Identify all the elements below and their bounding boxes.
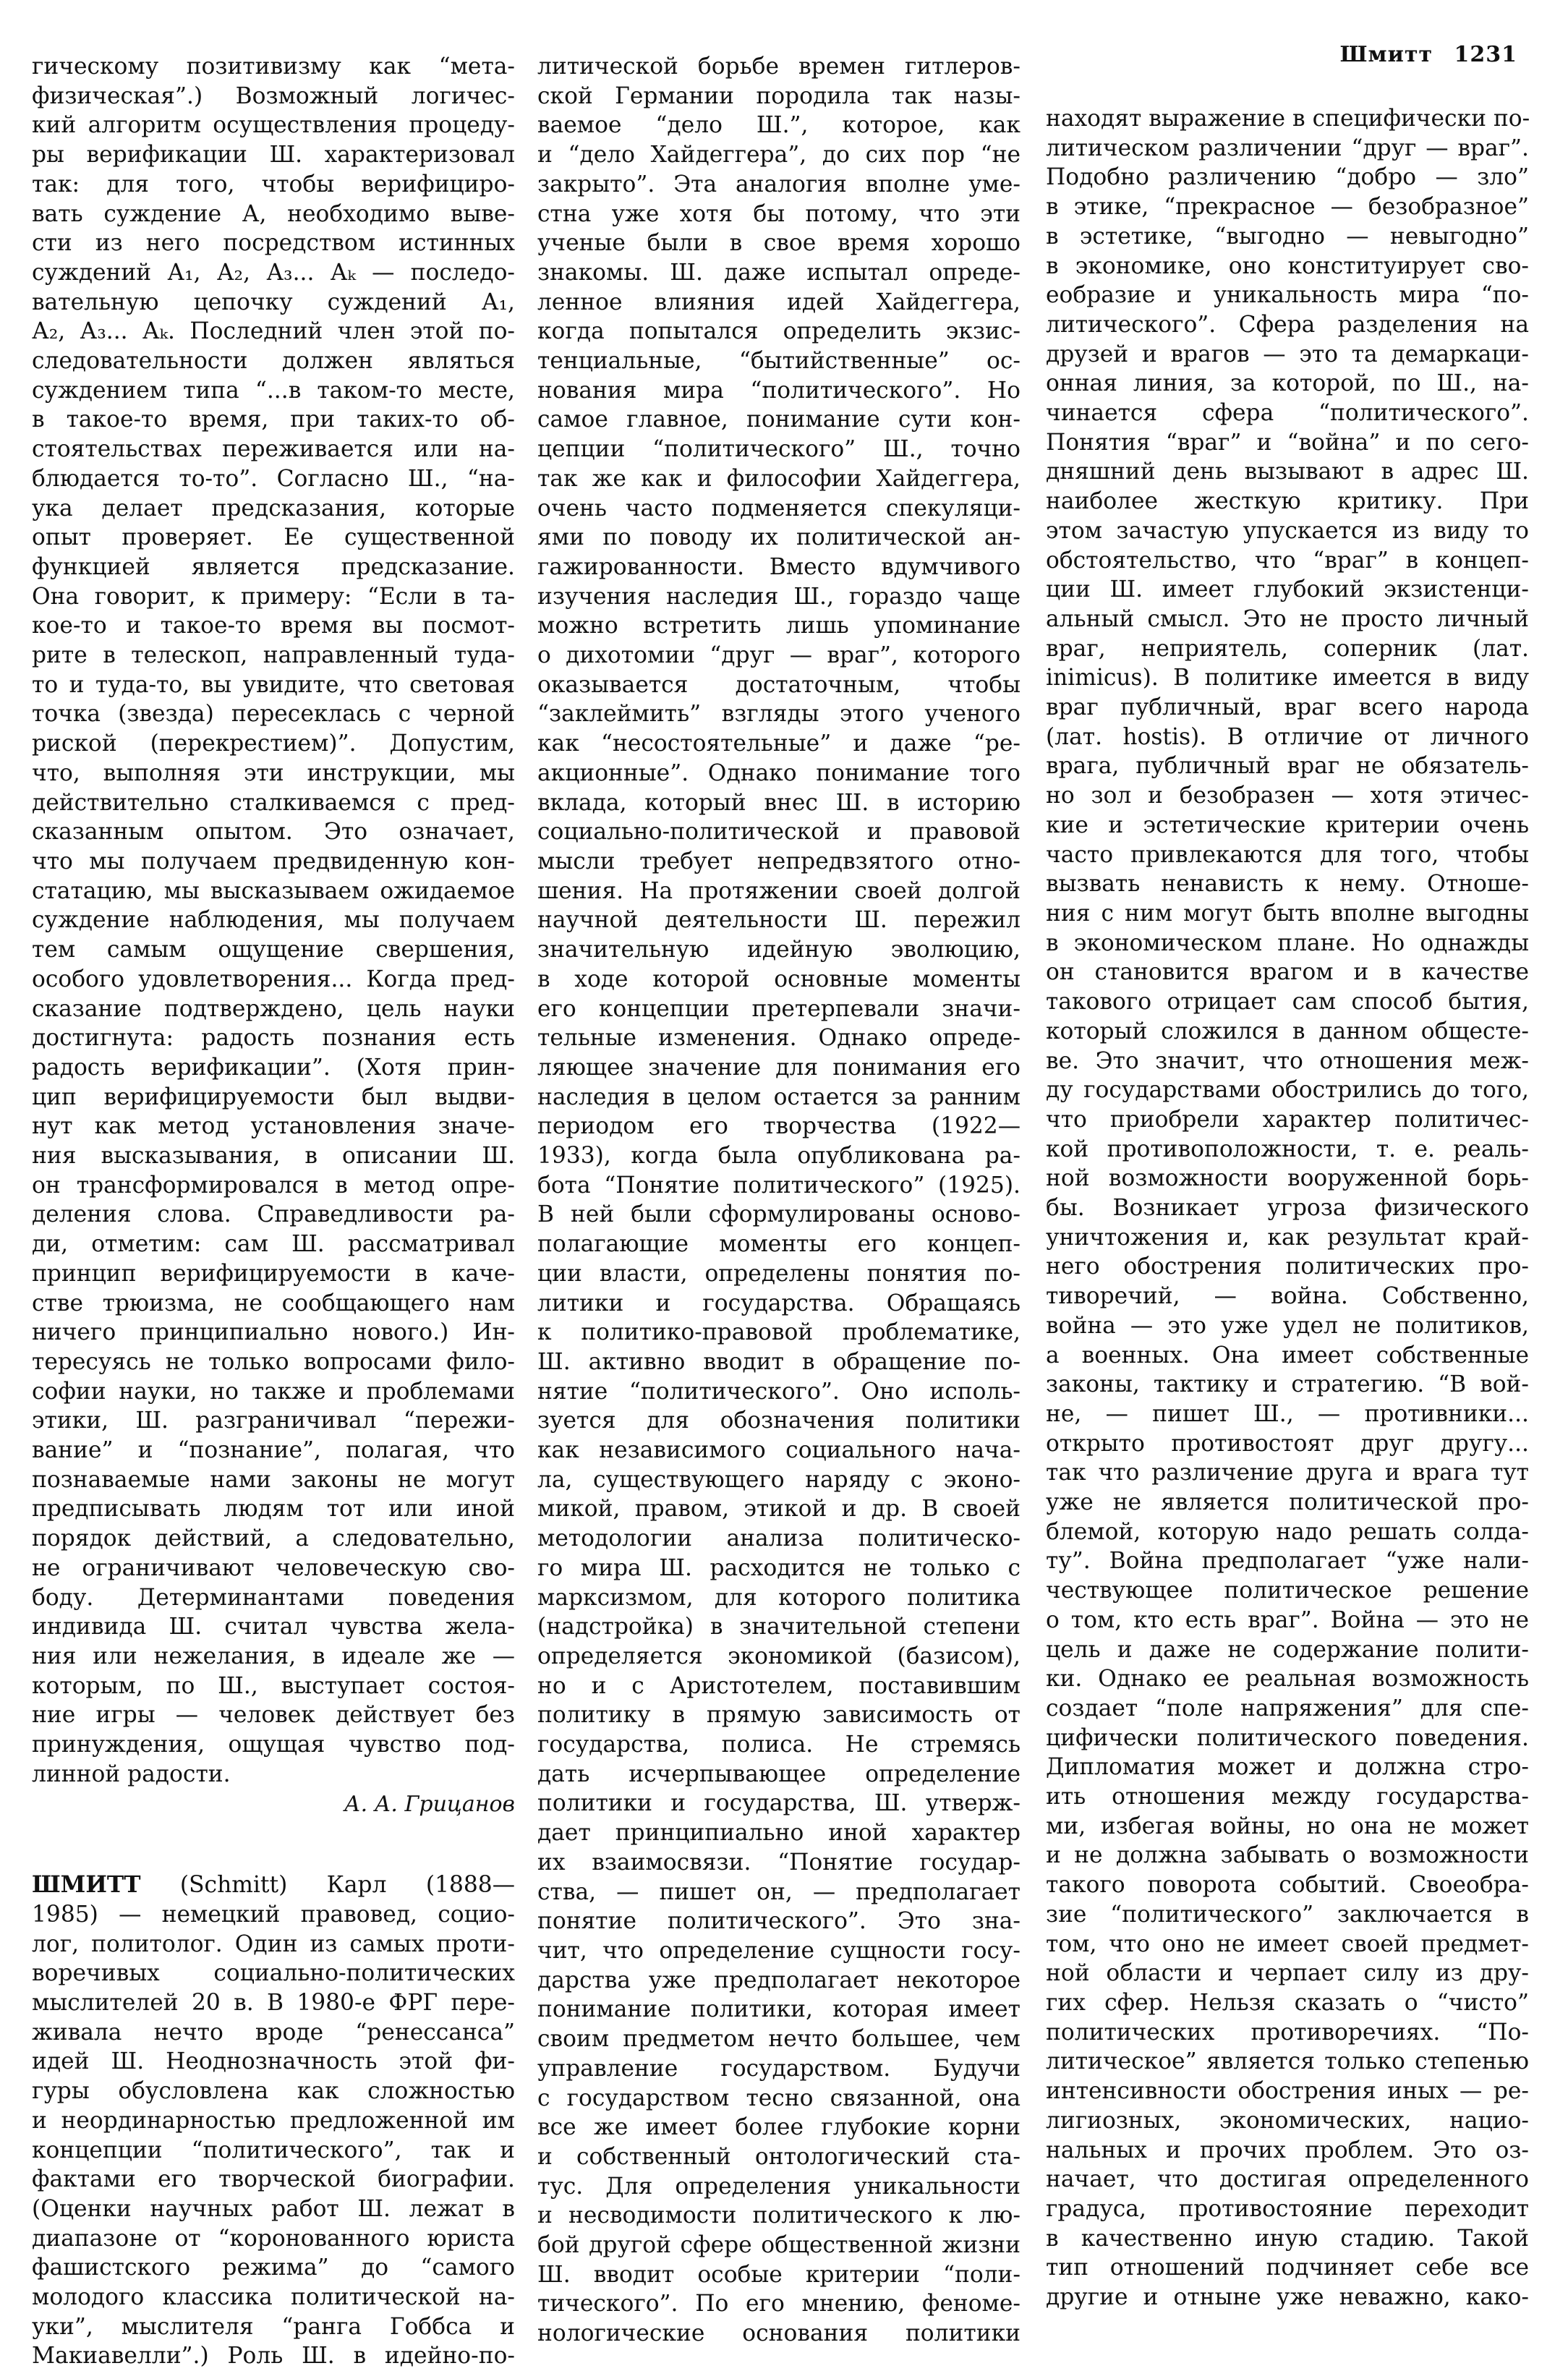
text-line: интенсивности обострения иных — ре- [1046, 2078, 1529, 2105]
text-line: ние игры — человек действует без [32, 1702, 515, 1729]
text-line: начает, что достигая определенного [1046, 2166, 1529, 2193]
text-column-3 [1046, 104, 1529, 2312]
text-line: своим предметом нечто большее, чем [537, 2026, 1021, 2053]
text-line: ученые были в свое время хорошо [537, 230, 1021, 257]
text-line: Дипломатия может и должна стро- [1046, 1754, 1529, 1781]
text-line: но зол и безобразен — хотя этичес- [1046, 783, 1529, 809]
text-line: их взаимосвязи. “Понятие государ- [537, 1849, 1021, 1876]
text-line: Понятия “враг” и “война” и по сего- [1046, 429, 1529, 456]
text-line: и собственный онтологический ста- [537, 2143, 1021, 2170]
text-line: бота “Понятие политического” (1925). [537, 1172, 1021, 1199]
text-line: градуса, противостояние переходит [1046, 2195, 1529, 2222]
text-line: изучения наследия Ш., гораздо чаще [537, 583, 1021, 610]
text-line: не, — пишет Ш., — противники... [1046, 1400, 1529, 1427]
text-line: сти из него посредством истинных [32, 230, 515, 257]
text-line: полагающие моменты его концеп- [537, 1231, 1021, 1258]
text-line: физическая”.) Возможный логичес- [32, 82, 515, 109]
text-line: (лат. hostis). В отличие от личного [1046, 723, 1529, 750]
text-line: литической борьбе времен гитлеров- [537, 54, 1021, 80]
text-line: находят выражение в специфически по- [1046, 106, 1530, 132]
text-line: кой противоположности, т. е. реаль- [1046, 1136, 1529, 1162]
text-line: политики и государства, Ш. утверж- [537, 1790, 1021, 1817]
text-line: который сложился в данном общесте- [1046, 1018, 1529, 1044]
text-line: точка (звезда) пересеклась с черной [32, 701, 515, 728]
text-line: так что различение друга и врага тут [1046, 1460, 1529, 1486]
text-line: политику в прямую зависимость от [537, 1702, 1021, 1729]
text-line: тического”. По его мнению, феноме- [537, 2291, 1021, 2317]
text-line: принцип верифицируемости в каче- [32, 1260, 515, 1287]
text-line: лигиозных, экономических, нацио- [1046, 2107, 1529, 2134]
text-line: ляющее значение для понимания его [537, 1054, 1021, 1081]
text-line: с государством тесно связанной, она [537, 2085, 1021, 2111]
text-line: гажированности. Вместо вдумчивого [537, 553, 1021, 580]
text-line: деления слова. Справедливости ра- [32, 1201, 515, 1228]
text-line: статацию, мы высказываем ожидаемое [32, 877, 515, 904]
text-line: друзей и врагов — это та демаркаци- [1046, 341, 1529, 367]
text-line: ния или нежелания, в идеале же — [32, 1643, 515, 1669]
text-line: цель и даже не содержание полити- [1046, 1636, 1529, 1663]
text-line: к политико-правовой проблематике, [537, 1319, 1021, 1346]
text-line: софии науки, но также и проблемами [32, 1378, 515, 1405]
text-line: о том, кто есть враг”. Война — это не [1046, 1606, 1529, 1633]
text-line: стна уже хотя бы потому, что эти [537, 200, 1021, 227]
text-line: ки. Однако ее реальная возможность [1046, 1666, 1529, 1693]
text-line: и не должна забывать о возможности [1046, 1842, 1529, 1869]
text-line: когда попытался определить экзис- [537, 318, 1021, 345]
text-line: открыто противостоят друг другу... [1046, 1430, 1529, 1457]
text-line: следовательности должен являться [32, 348, 515, 375]
text-line: живала нечто вроде “ренессанса” [32, 2019, 515, 2046]
text-line: нут как метод установления значе- [32, 1113, 515, 1140]
text-line: такого поворота событий. Своеобра- [1046, 1872, 1529, 1899]
text-line: ла, существующего наряду с эконо- [537, 1466, 1021, 1493]
text-line: ния с ним могут быть вполне выгодны [1046, 900, 1529, 927]
text-line: стве трюизма, не сообщающего нам [32, 1290, 515, 1316]
text-line: литическое” является только степенью [1046, 2048, 1529, 2075]
text-line: 1985) — немецкий правовед, социо- [32, 1901, 515, 1928]
text-line: ить отношения между государства- [1046, 1784, 1529, 1810]
text-line: лог, политолог. Один из самых проти- [32, 1931, 515, 1957]
text-line: наследия в целом остается за ранним [537, 1084, 1021, 1110]
text-line: цепции “политического” Ш., точно [537, 436, 1021, 463]
text-line: дать исчерпывающее определение [537, 1761, 1021, 1787]
article-schmitt-start [32, 1900, 515, 2371]
text-line: Подобно различению “добро — зло” [1046, 164, 1529, 191]
text-line: ука делает предсказания, которые [32, 495, 515, 522]
running-head [1340, 42, 1517, 67]
text-line: в этике, “прекрасное — безобразное” [1046, 194, 1529, 221]
text-line: фашистского режима” до “самого [32, 2255, 515, 2281]
text-line: ленное влияния идей Хайдеггера, [537, 289, 1021, 315]
text-line: дает принципиально иной характер [537, 1820, 1021, 1847]
text-line: тус. Для определения уникальности [537, 2173, 1021, 2200]
text-line: блемой, которую надо решать солда- [1046, 1518, 1529, 1545]
text-line: действительно сталкиваемся с пред- [32, 789, 515, 816]
text-line: ской Германии породила так назы- [537, 82, 1021, 109]
text-line: периодом его творчества (1922— [537, 1113, 1021, 1140]
text-line: он становится врагом и в качестве [1046, 959, 1529, 986]
text-line: нологические основания политики [537, 2320, 1021, 2347]
text-line: предписывать людям тот или иной [32, 1496, 515, 1523]
text-line: вызвать ненависть к нему. Отноше- [1046, 871, 1529, 898]
text-line: а военных. Она имеет собственные [1046, 1342, 1529, 1368]
text-line: концепции “политического”, так и [32, 2137, 515, 2163]
text-line: ту”. Война предполагает “уже нали- [1046, 1548, 1529, 1575]
text-line: часто привлекаются для того, чтобы [1046, 841, 1529, 868]
text-line: принуждения, ощущая чувство под- [32, 1732, 515, 1758]
text-line: социально-политической и правовой [537, 819, 1021, 846]
text-line: вательную цепочку суждений А₁, [32, 289, 515, 315]
text-line: (надстройка) в значительной степени [537, 1614, 1021, 1640]
text-line: достигнута: радость познания есть [32, 1025, 515, 1052]
text-line: создает “поле напряжения” для спе- [1046, 1695, 1529, 1721]
text-line: Ш. активно вводит в обращение по- [537, 1348, 1021, 1375]
text-line: можно встретить лишь упоминание [537, 613, 1021, 639]
text-line: ду государствами обострились до того, [1046, 1077, 1529, 1104]
text-line: значительную идейную эволюцию, [537, 937, 1021, 963]
text-line: самое главное, понимание сути кон- [537, 406, 1021, 433]
text-line: ми, избегая войны, но она не может [1046, 1813, 1529, 1839]
text-line: так: для того, чтобы верифициро- [32, 171, 515, 197]
text-line: ничего принципиально нового.) Ин- [32, 1319, 515, 1346]
text-line: ния высказывания, в описании Ш. [32, 1143, 515, 1170]
text-line: дарства уже предполагает некоторое [537, 1967, 1021, 1993]
text-line: ции Ш. имеет глубокий экзистенци- [1046, 576, 1529, 603]
text-line: тенциальные, “бытийственные” ос- [537, 348, 1021, 375]
text-line: ве. Это значит, что отношения меж- [1046, 1047, 1529, 1074]
text-line: кие и эстетические критерии очень [1046, 812, 1529, 838]
text-line: научной деятельности Ш. пережил [537, 907, 1021, 934]
text-line: онная линия, за которой, по Ш., на- [1046, 370, 1529, 397]
text-line: тересуясь не только вопросами фило- [32, 1348, 515, 1375]
text-line: что приобрели характер политичес- [1046, 1106, 1529, 1133]
text-line: сказание подтверждено, цель науки [32, 995, 515, 1022]
entry-headword: ШМИТТ [32, 1872, 141, 1899]
text-line: цип верифицируемости был выдви- [32, 1084, 515, 1110]
text-line: но и с Аристотелем, поставившим [537, 1672, 1021, 1699]
text-line: “заклеймить” взгляды этого ученого [537, 701, 1021, 728]
text-line: гическому позитивизму как “мета- [32, 54, 515, 80]
article-verification-end [32, 52, 515, 1789]
text-line: В ней были сформулированы осново- [537, 1201, 1021, 1228]
text-line: которым, по Ш., выступает состоя- [32, 1672, 515, 1699]
text-line: уничтожения и, как результат край- [1046, 1224, 1529, 1251]
text-line: воречивых социально-политических [32, 1960, 515, 1987]
text-line: бой другой сфере общественной жизни [537, 2232, 1021, 2259]
text-line: закрыто”. Эта аналогия вполне уме- [537, 171, 1021, 197]
text-line: государства, полиса. Не стремясь [537, 1732, 1021, 1758]
text-line: что мы получаем предвиденную кон- [32, 848, 515, 874]
text-line: война — это уже удел не политиков, [1046, 1312, 1529, 1339]
text-line: еобразие и уникальность мира “по- [1046, 282, 1529, 309]
text-line: сказанным опытом. Это означает, [32, 819, 515, 846]
text-line: политических противоречиях. “По- [1046, 2019, 1529, 2046]
text-line: акционные”. Однако понимание того [537, 759, 1021, 786]
text-line: ной возможности вооруженной борь- [1046, 1165, 1529, 1192]
text-line: так же как и философии Хайдеггера, [537, 465, 1021, 492]
text-line: чествующее политическое решение [1046, 1578, 1529, 1604]
text-line: наиболее жесткую критику. При [1046, 488, 1529, 515]
text-line: другие и отныне уже неважно, како- [1046, 2284, 1529, 2311]
text-line: этики, Ш. разграничивал “пережи- [32, 1408, 515, 1434]
text-line: что, выполняя эти инструкции, мы [32, 759, 515, 786]
text-line: и неординарностью предложенной им [32, 2107, 515, 2134]
entry-first-line-rest: (Schmitt) Карл (1888— [179, 1872, 516, 1899]
text-line: идей Ш. Неоднозначность этой фи- [32, 2048, 515, 2075]
text-line: бы. Возникает угроза физического [1046, 1195, 1529, 1222]
text-line: Ш. вводит особые критерии “поли- [537, 2261, 1021, 2288]
text-line: кое-то и такое-то время вы посмот- [32, 613, 515, 639]
text-line: в эстетике, “выгодно — невыгодно” [1046, 223, 1529, 250]
text-line: молодого классика политической на- [32, 2284, 515, 2311]
text-line: кий алгоритм осуществления процеду- [32, 112, 515, 139]
header-title: Шмитт [1339, 42, 1433, 67]
text-line: враг публичный, враг всего народа [1046, 694, 1529, 721]
text-line: в качественно иную стадию. Такой [1046, 2225, 1529, 2252]
text-line: не ограничивают человеческую сво- [32, 1554, 515, 1581]
text-line: риской (перекрестием)”. Допустим, [32, 731, 515, 757]
text-line: том, что оно не имеет своей предмет- [1046, 1931, 1529, 1957]
text-line: мысли требует непредвзятого отно- [537, 848, 1021, 874]
text-line: ди, отметим: сам Ш. рассматривал [32, 1231, 515, 1258]
entry-first-line [32, 1870, 515, 1900]
text-line: такового отрицает сам способ бытия, [1046, 989, 1529, 1016]
text-line: нальных и прочих проблем. Это оз- [1046, 2137, 1529, 2163]
text-column-2 [537, 52, 1021, 2349]
text-line: тиворечий, — война. Собственно, [1046, 1283, 1529, 1310]
text-line: микой, правом, этикой и др. В своей [537, 1496, 1021, 1523]
text-line: индивида Ш. считал чувства жела- [32, 1614, 515, 1640]
text-line: ваемое “дело Ш.”, которое, как [537, 112, 1021, 139]
text-line: о дихотомии “друг — враг”, которого [537, 642, 1021, 669]
text-line: зие “политического” заключается в [1046, 1901, 1529, 1928]
text-line: шения. На протяжении своей долгой [537, 877, 1021, 904]
text-line: зуется для обозначения политики [537, 1408, 1021, 1434]
text-line: понятие политического”. Это зна- [537, 1908, 1021, 1935]
text-line: тип отношений подчиняет себе все [1046, 2255, 1529, 2281]
text-line: боду. Детерминантами поведения [32, 1584, 515, 1611]
text-line: рите в телескоп, направленный туда- [32, 642, 515, 669]
text-line: как независимого социального нача- [537, 1437, 1021, 1464]
text-line: законы, тактику и стратегию. “В вой- [1046, 1371, 1529, 1398]
text-line: этом зачастую упускается из виду то [1046, 517, 1529, 544]
text-line: ства, — пишет он, — предполагает [537, 1878, 1021, 1905]
text-line: он трансформировался в метод опре- [32, 1172, 515, 1199]
text-line: го мира Ш. расходится не только с [537, 1554, 1021, 1581]
text-line: альный смысл. Это не просто личный [1046, 605, 1529, 632]
text-line: вать суждение А, необходимо выве- [32, 200, 515, 227]
text-line: литики и государства. Обращаясь [537, 1290, 1021, 1316]
text-line: нования мира “политического”. Но [537, 377, 1021, 404]
text-line: дняшний день вызывают в адрес Ш. [1046, 459, 1529, 485]
text-line: очень часто подменяется спекуляци- [537, 495, 1021, 522]
text-line: то и туда-то, вы увидите, что световая [32, 671, 515, 698]
text-line: знакомы. Ш. даже испытал опреде- [537, 259, 1021, 286]
text-line: гуры обусловлена как сложностью [32, 2078, 515, 2105]
text-line: суждением типа “...в таком-то месте, [32, 377, 515, 404]
text-line: радость верификации”. (Хотя прин- [32, 1054, 515, 1081]
text-line: тельные изменения. Однако опреде- [537, 1025, 1021, 1052]
text-line: нятие “политического”. Оно исполь- [537, 1378, 1021, 1405]
text-line: управление государством. Будучи [537, 2055, 1021, 2082]
text-line: ции власти, определены понятия по- [537, 1260, 1021, 1287]
text-line: понимание политики, которая имеет [537, 1996, 1021, 2023]
text-line: линной радости. [32, 1761, 231, 1787]
text-line: гих сфер. Нельзя сказать о “чисто” [1046, 1990, 1529, 2016]
text-line: врага, публичный враг не обязатель- [1046, 753, 1529, 780]
text-line: в такое-то время, при таких-то об- [32, 406, 515, 433]
text-line: А₂, А₃... Аₖ. Последний член этой по- [32, 318, 515, 345]
text-line: диапазоне от “коронованного юриста [32, 2225, 515, 2252]
author-signature: А. А. Грицанов [344, 1792, 515, 1818]
text-line: цифически политического поведения. [1046, 1724, 1529, 1751]
text-line: блюдается то-то”. Согласно Ш., “на- [32, 465, 515, 492]
text-line: тем самым ощущение свершения, [32, 937, 515, 963]
text-line: мыслителей 20 в. В 1980-е ФРГ пере- [32, 1990, 515, 2016]
text-line: познаваемые нами законы не могут [32, 1466, 515, 1493]
text-line: суждение наблюдения, мы получаем [32, 907, 515, 934]
text-line: функцией является предсказание. [32, 553, 515, 580]
text-line: стоятельствах переживается или на- [32, 436, 515, 463]
text-line: вклада, который внес Ш. в историю [537, 789, 1021, 816]
text-line: суждений А₁, А₂, А₃... Аₖ — последо- [32, 259, 515, 286]
text-line: ры верификации Ш. характеризовал [32, 142, 515, 169]
text-line: 1933), когда была опубликована ра- [537, 1143, 1021, 1170]
text-line: в экономике, оно конституирует сво- [1046, 252, 1529, 279]
text-line: опыт проверяет. Ее существенной [32, 524, 515, 551]
text-line: литического”. Сфера разделения на [1046, 311, 1529, 338]
text-line: уки”, мыслителя “ранга Гоббса и [32, 2313, 515, 2340]
text-line: все же имеет более глубокие корни [537, 2114, 1021, 2141]
text-line: оказывается достаточным, чтобы [537, 671, 1021, 698]
text-line: его концепции претерпевали значи- [537, 995, 1021, 1022]
text-line: и несводимости политического к лю- [537, 2202, 1021, 2229]
text-line: в экономическом плане. Но однажды [1046, 929, 1529, 956]
text-line: определяется экономикой (базисом), [537, 1643, 1021, 1669]
page-number: 1231 [1454, 42, 1517, 67]
text-line: фактами его творческой биографии. [32, 2166, 515, 2193]
text-line: него обострения политических про- [1046, 1253, 1529, 1280]
text-line: вание” и “познание”, полагая, что [32, 1437, 515, 1464]
text-line: Она говорит, к примеру: “Если в та- [32, 583, 515, 610]
text-line: особого удовлетворения... Когда пред- [32, 966, 515, 992]
text-line: inimicus). В политике имеется в виду [1046, 665, 1529, 691]
text-line: как “несостоятельные” и даже “ре- [537, 731, 1021, 757]
text-line: и “дело Хайдеггера”, до сих пор “не [537, 142, 1021, 169]
text-line: чинается сфера “политического”. [1046, 400, 1529, 427]
text-line: обстоятельство, что “враг” в концеп- [1046, 547, 1529, 574]
text-line: враг, неприятель, соперник (лат. [1046, 635, 1529, 662]
text-column-1 [32, 52, 515, 2371]
text-line: ной области и черпает силу из дру- [1046, 1960, 1529, 1987]
text-line: порядок действий, а следовательно, [32, 1525, 515, 1552]
text-line: ями по поводу их политической ан- [537, 524, 1021, 551]
text-line: марксизмом, для которого политика [537, 1584, 1021, 1611]
text-line: в ходе которой основные моменты [537, 966, 1021, 992]
text-line: литическом различении “друг — враг”. [1046, 135, 1529, 161]
text-line: чит, что определение сущности госу- [537, 1938, 1021, 1964]
text-line: (Оценки научных работ Ш. лежат в [32, 2195, 515, 2222]
text-line: уже не является политической про- [1046, 1489, 1529, 1516]
text-line: методологии анализа политическо- [537, 1525, 1021, 1552]
text-line: Макиавелли”.) Роль Ш. в идейно-по- [32, 2343, 515, 2370]
